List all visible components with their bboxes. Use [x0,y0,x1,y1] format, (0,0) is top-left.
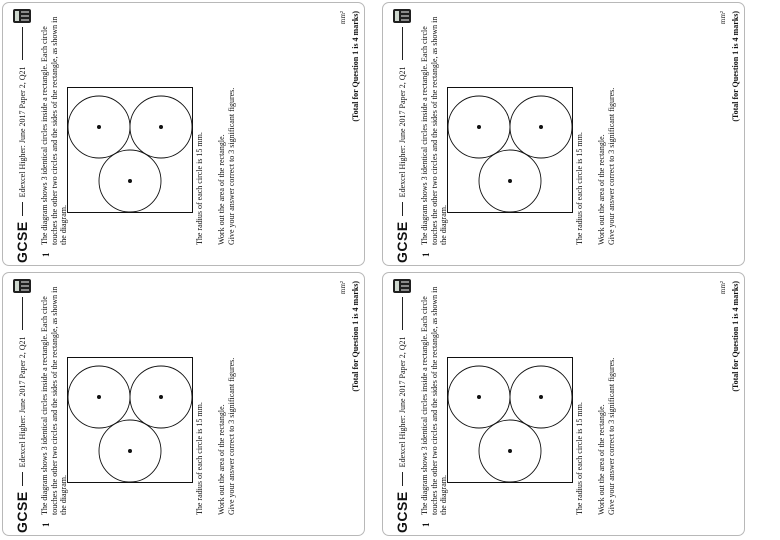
total-marks: (Total for Question 1 is 4 marks) [351,11,360,122]
total-marks: (Total for Question 1 is 4 marks) [731,281,740,392]
center-dot [128,179,132,183]
header-rule [402,472,403,486]
worksheet-card [2,272,365,536]
radius-text: The radius of each circle is 15 mm. [195,402,204,515]
radius-text: The radius of each circle is 15 mm. [575,132,584,245]
instruction-text: Work out the area of the rectangle. [217,134,226,245]
question-text: The diagram shows 3 identical circles inside a rectangle. Each circle touches the other two circles and the sides of the rectangle, as shown in the diagram. [40,16,68,245]
circles-diagram [67,87,193,213]
center-dot [477,125,481,129]
worksheet-header [11,9,33,263]
instruction-text: Give your answer correct to 3 significant figures. [227,87,236,245]
instruction-text: Give your answer correct to 3 significant figures. [227,357,236,515]
header-rule [22,472,23,486]
subject-label: GCSE [394,221,410,263]
center-dot [159,125,163,129]
calculator-icon [13,279,31,293]
question-text: The diagram shows 3 identical circles inside a rectangle. Each circle touches the other two circles and the sides of the rectangle, as shown in the diagram. [40,286,68,515]
instruction-text: Give your answer correct to 3 significant figures. [607,357,616,515]
total-marks: (Total for Question 1 is 4 marks) [731,11,740,122]
radius-text: The radius of each circle is 15 mm. [575,402,584,515]
center-dot [508,449,512,453]
worksheet-header [391,9,413,263]
answer-unit: mm² [339,11,347,24]
center-dot [539,395,543,399]
question-number: 1 [421,252,431,257]
header-rule [402,202,403,216]
worksheet-header [391,279,413,533]
radius-text: The radius of each circle is 15 mm. [195,132,204,245]
instruction-text: Work out the area of the rectangle. [217,404,226,515]
header-rule [22,27,23,60]
header-rule [402,27,403,60]
calculator-icon [13,9,31,23]
worksheet-header [11,279,33,533]
question-text: The diagram shows 3 identical circles inside a rectangle. Each circle touches the other two circles and the sides of the rectangle, as shown in the diagram. [420,286,448,515]
subject-label: GCSE [14,221,30,263]
source-label: Edexcel Higher: June 2017 Paper 2, Q21 [397,336,407,468]
instruction-text: Give your answer correct to 3 significant figures. [607,87,616,245]
answer-unit: mm² [339,281,347,294]
center-dot [97,125,101,129]
center-dot [128,449,132,453]
question-text: The diagram shows 3 identical circles inside a rectangle. Each circle touches the other two circles and the sides of the rectangle, as shown in the diagram. [420,16,448,245]
calculator-icon [393,279,411,293]
circles-diagram [447,357,573,483]
question-number: 1 [421,522,431,527]
source-label: Edexcel Higher: June 2017 Paper 2, Q21 [397,66,407,198]
calculator-icon [393,9,411,23]
center-dot [508,179,512,183]
center-dot [539,125,543,129]
center-dot [97,395,101,399]
worksheet-page [383,3,745,266]
answer-unit: mm² [719,11,727,24]
instruction-text: Work out the area of the rectangle. [597,134,606,245]
center-dot [477,395,481,399]
instruction-text: Work out the area of the rectangle. [597,404,606,515]
question-number: 1 [41,252,51,257]
worksheet-page [383,273,745,536]
header-rule [22,297,23,330]
question-number: 1 [41,522,51,527]
answer-unit: mm² [719,281,727,294]
worksheet-card [382,2,745,266]
worksheet-card [382,272,745,536]
source-label: Edexcel Higher: June 2017 Paper 2, Q21 [17,66,27,198]
subject-label: GCSE [394,491,410,533]
total-marks: (Total for Question 1 is 4 marks) [351,281,360,392]
header-rule [22,202,23,216]
worksheet-card [2,2,365,266]
center-dot [159,395,163,399]
circles-diagram [447,87,573,213]
header-rule [402,297,403,330]
subject-label: GCSE [14,491,30,533]
worksheet-page [3,273,365,536]
source-label: Edexcel Higher: June 2017 Paper 2, Q21 [17,336,27,468]
worksheet-page [3,3,365,266]
circles-diagram [67,357,193,483]
